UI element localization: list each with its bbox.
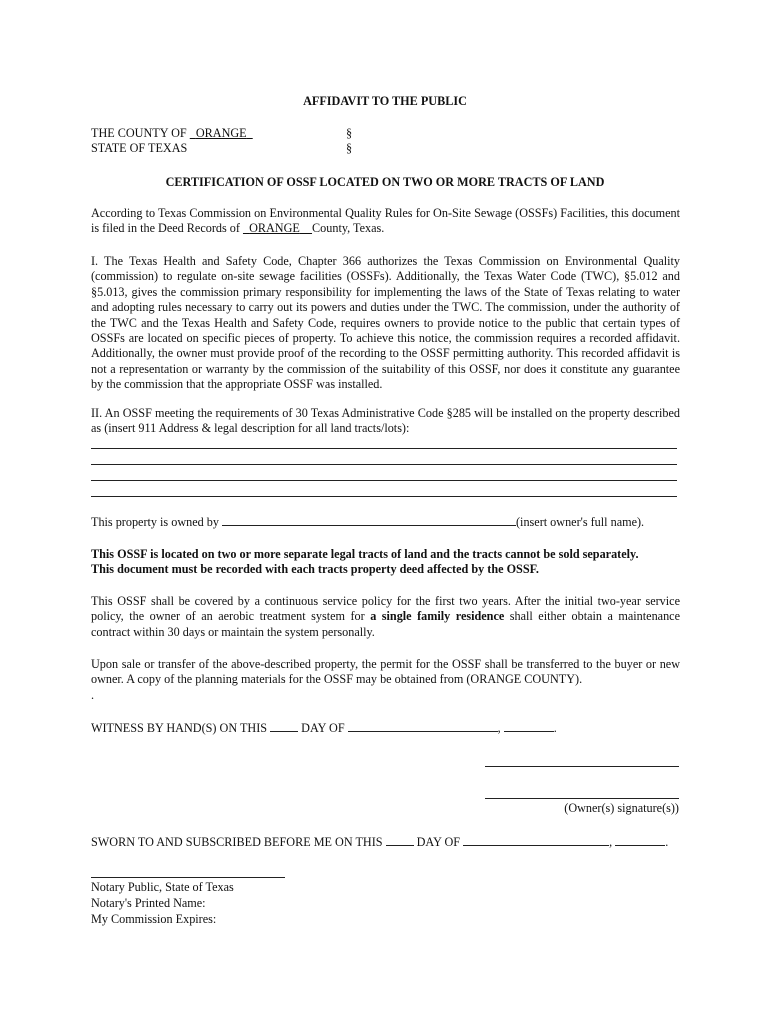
section-mark: §: [346, 126, 353, 140]
owner-line: This property is owned by (insert owner's full name).: [91, 515, 645, 529]
sworn-day-field[interactable]: [386, 834, 414, 846]
sworn-month-field[interactable]: [463, 834, 609, 846]
certification-heading: CERTIFICATION OF OSSF LOCATED ON TWO OR MORE TRACTS OF LAND: [165, 175, 605, 189]
notary-public-label: Notary Public, State of Texas: [91, 880, 234, 894]
legal-description-line[interactable]: [91, 496, 677, 497]
tracts-notice: [91, 547, 680, 578]
legal-description-line[interactable]: [91, 464, 677, 465]
signature-label: (Owner(s) signature(s)): [564, 801, 679, 815]
witness-month-field[interactable]: [348, 720, 498, 732]
tracts-notice-line: This OSSF is located on two or more separate legal tracts of land and the tracts cannot be sold separately.: [91, 547, 639, 561]
legal-description-line[interactable]: [91, 480, 677, 481]
legal-description-line[interactable]: [91, 448, 677, 449]
state-line: STATE OF TEXAS: [91, 141, 188, 155]
document-title: AFFIDAVIT TO THE PUBLIC: [303, 94, 467, 108]
paragraph-one: I. The Texas Health and Safety Code, Chapter 366 authorizes the Texas Commission on Environmental Quality (commission) to regulate on-site sewage facilities (OSSFs). Additionally, the Texas Water Code (TWC), §5.012 and §5.013, gives the commission primary responsibility for implementing the laws of the State of Texas relating to water and adopting rules necessary to carry out its powers and duties under the TWC. The commission, under the authority of the TWC and the Texas Health and Safety Code, requires owners to provide notice to the public that certain types of OSSFs are located on specific pieces of property. To achieve this notice, the commission requires a recorded affidavit. Additionally, the owner must provide proof of the recording to the OSSF permitting authority. This recorded affidavit is not a representation or warranty by the commission of the suitability of this OSSF, nor does it constitute any guarantee by the commission that the appropriate OSSF was installed.: [91, 254, 680, 392]
notary-printed-name-label: Notary's Printed Name:: [91, 896, 206, 910]
section-mark: §: [346, 141, 353, 155]
county-prefix: THE COUNTY OF: [91, 126, 190, 140]
tracts-notice-line: This document must be recorded with each tracts property deed affected by the OSSF.: [91, 562, 539, 577]
signature-line[interactable]: [485, 766, 679, 767]
witness-day-field[interactable]: [270, 720, 298, 732]
sworn-line: SWORN TO AND SUBSCRIBED BEFORE ME ON THIS DAY OF , .: [91, 835, 669, 849]
service-paragraph: This OSSF shall be covered by a continuous service policy for the first two years. After the initial two-year service policy, the owner of an aerobic treatment system for a single family residence shall either obtain a maintenance contract within 30 days or maintain the system personally.: [91, 594, 680, 639]
county-line: [91, 126, 253, 141]
witness-line: WITNESS BY HAND(S) ON THIS DAY OF , .: [91, 721, 557, 735]
notary-signature-line[interactable]: [91, 877, 285, 878]
deed-county-name: ORANGE: [249, 221, 300, 236]
owner-name-field[interactable]: [222, 514, 516, 526]
according-paragraph: According to Texas Commission on Environmental Quality Rules for On-Site Sewage (OSSFs) Facilities, this document is filed in the Deed Records of ORANGE County, Texas.: [91, 206, 680, 236]
county-name: ORANGE: [195, 126, 247, 140]
paragraph-two: II. An OSSF meeting the requirements of 30 Texas Administrative Code §285 will be installed on the property described as (insert 911 Address & legal description for all land tracts/lots):: [91, 406, 680, 436]
commission-expires-label: My Commission Expires:: [91, 912, 217, 926]
witness-year-field[interactable]: [504, 720, 554, 732]
sale-paragraph: Upon sale or transfer of the above-described property, the permit for the OSSF shall be transferred to the buyer or new owner. A copy of the planning materials for the OSSF may be obtained from (ORANGE COUNTY). .: [91, 657, 680, 702]
sworn-year-field[interactable]: [615, 834, 665, 846]
signature-line[interactable]: [485, 798, 679, 799]
